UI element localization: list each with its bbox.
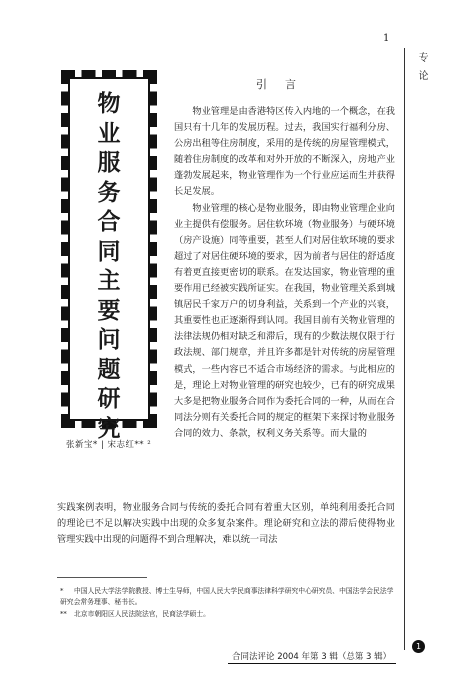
authors: 张新宝* | 宋志红** ² [66, 440, 152, 450]
journal-footer: 合同法评论 2004 年第 3 辑（总第 3 辑） [232, 652, 392, 662]
footnote [60, 609, 395, 620]
title-char: 主 [97, 268, 121, 294]
title-char: 问 [97, 327, 121, 353]
footnote-text: 北京市朝阳区人民法院法官，民商法学硕士。 [74, 610, 210, 618]
body-full-width: 实践案例表明，物业服务合同与传统的委托合同有着重大区别，单纯利用委托合同的理论已不足以解决实践中出现的众多复杂案件。理论研究和立法的滞后使得物业管理实践中出现的问题得不到合理解决，难以统一司法 [57, 502, 395, 546]
footnote-text: 中国人民大学法学院教授、博士生导师，中国人民大学民商事法律科学研究中心研究员、中国法学会民法学研究会常务理事、秘书长。 [60, 587, 394, 606]
title-char: 务 [97, 179, 121, 206]
paragraph: 物业管理是由香港特区传入内地的一个概念，在我国只有十几年的发展历程。过去，我国实行福利分房、公房出租等住房制度，采用的是传统的房屋管理模式，随着住房制度的改革和对外开放的不断深入，房地产业蓬勃发展起来，物业管理作为一个行业应运而生并获得长足发展。 [174, 106, 395, 198]
section-heading: 引言 [256, 78, 314, 91]
body-column [174, 104, 395, 442]
page-number-badge: 1 [412, 640, 425, 653]
footnote-mark: ** [60, 610, 67, 618]
title-char: 究 [97, 415, 121, 442]
section-tab: 专论 [416, 52, 427, 88]
paragraph: 物业管理的核心是物业服务，即由物业管理企业向业主提供有偿服务。居住软环境（物业服务）与硬环境（房产设施）同等重要，甚至人们对居住软环境的要求超过了对居住硬环境的要求，因为前者与居住的舒适度有着更直接更密切的联系。在发达国家，物业管理的重要作用已经被实践所证实。在我国，物业管理关系到城镇居民千家万户的切身利益，关系到一个产业的兴衰，其重要性也正逐渐得到认同。我国目前有关物业管理的法律法规仍相对缺乏和滞后，现有的少数法规仅限于行政法规、部门规章，并且许多都是针对传统的房屋管理模式，一些内容已不适合市场经济的需求。与此相应的是，理论上对物业管理的研究也较少，已有的研究成果大多是把物业服务合同作为委托合同的一种，从而在合同法分则有关委托合同的规定的框架下来探讨物业服务合同的效力、条款，权利义务关系等。而大量的 [174, 202, 395, 439]
footnote-mark: * [60, 587, 64, 595]
page-number-top: 1 [383, 33, 390, 44]
title-char: 服 [97, 150, 121, 176]
footer-rule [228, 663, 396, 664]
title-char: 业 [97, 120, 121, 147]
article-title [68, 90, 150, 444]
title-char: 要 [97, 297, 121, 324]
vertical-rule [404, 48, 405, 650]
title-char: 研 [97, 386, 121, 412]
footnotes [60, 586, 395, 621]
title-char: 同 [97, 238, 121, 265]
title-char: 物 [97, 91, 121, 117]
title-char: 题 [97, 356, 121, 383]
title-char: 合 [97, 209, 121, 235]
footnote-rule [57, 577, 147, 578]
footnote [60, 586, 395, 608]
